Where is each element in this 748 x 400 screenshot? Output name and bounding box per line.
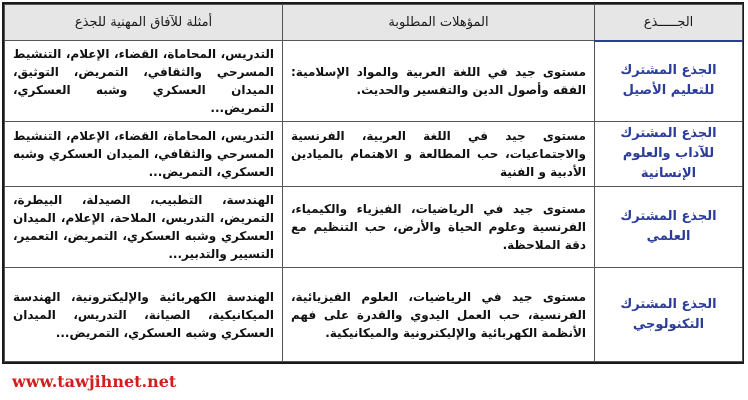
branch-cell: الجذع المشترك العلمي [595,187,743,268]
orientation-table-frame [2,2,744,364]
qualifications-cell: مستوى جيد في اللغة العربية، الفرنسية والاجتماعيات، حب المطالعة و الاهتمام بالميادين الأدبية و الفنية [283,122,595,187]
qualifications-cell: مستوى جيد في الرياضيات، الفيزياء والكيمياء، الفرنسية وعلوم الحياة والأرض، حب التنظيم مع دقة الملاحظة. [283,187,595,268]
website-watermark: www.tawjihnet.net [12,372,177,391]
careers-cell: التدريس، المحاماة، القضاء، الإعلام، التنشيط المسرحي والثقافي، التمريض، التوثيق، الميدان العسكري وشبه العسكري، التمريض... [5,41,283,122]
branch-cell: الجذع المشترك للآداب والعلوم الإنسانية [595,122,743,187]
branch-cell: الجذع المشترك للتعليم الأصيل [595,41,743,122]
careers-cell: التدريس، المحاماة، القضاء، الإعلام، التنشيط المسرحي والثقافي، الميدان العسكري وشبه العسكري، التمريض... [5,122,283,187]
table-header-row [5,5,743,41]
table-row [5,41,743,122]
header-qualifications: المؤهلات المطلوبة [283,5,595,41]
careers-cell: الهندسة، التطبيب، الصيدلة، البيطرة، التمريض، التدريس، الملاحة، الإعلام، الميدان العسكري وشبه العسكري، التمريض، التعمير، التسيير والتدبير... [5,187,283,268]
header-careers: أمثلة للآفاق المهنية للجذع [5,5,283,41]
table-row [5,187,743,268]
qualifications-cell: مستوى جيد في الرياضيات، العلوم الفيزيائية، الفرنسية، حب العمل اليدوي والقدرة على فهم الأنظمة الكهربائية والإليكترونية والميكانيكية. [283,268,595,362]
branch-cell: الجذع المشترك التكنولوجي [595,268,743,362]
qualifications-cell: مستوى جيد في اللغة العربية والمواد الإسلامية: الفقه وأصول الدين والتفسير والحديث. [283,41,595,122]
careers-cell: الهندسة الكهربائية والإليكترونية، الهندسة الميكانيكية، الصيانة، التدريس، الميدان العسكري وشبه العسكري، التمريض... [5,268,283,362]
table-row [5,122,743,187]
orientation-table [4,4,743,362]
table-row [5,268,743,362]
header-branch: الجـــــذع [595,5,743,41]
